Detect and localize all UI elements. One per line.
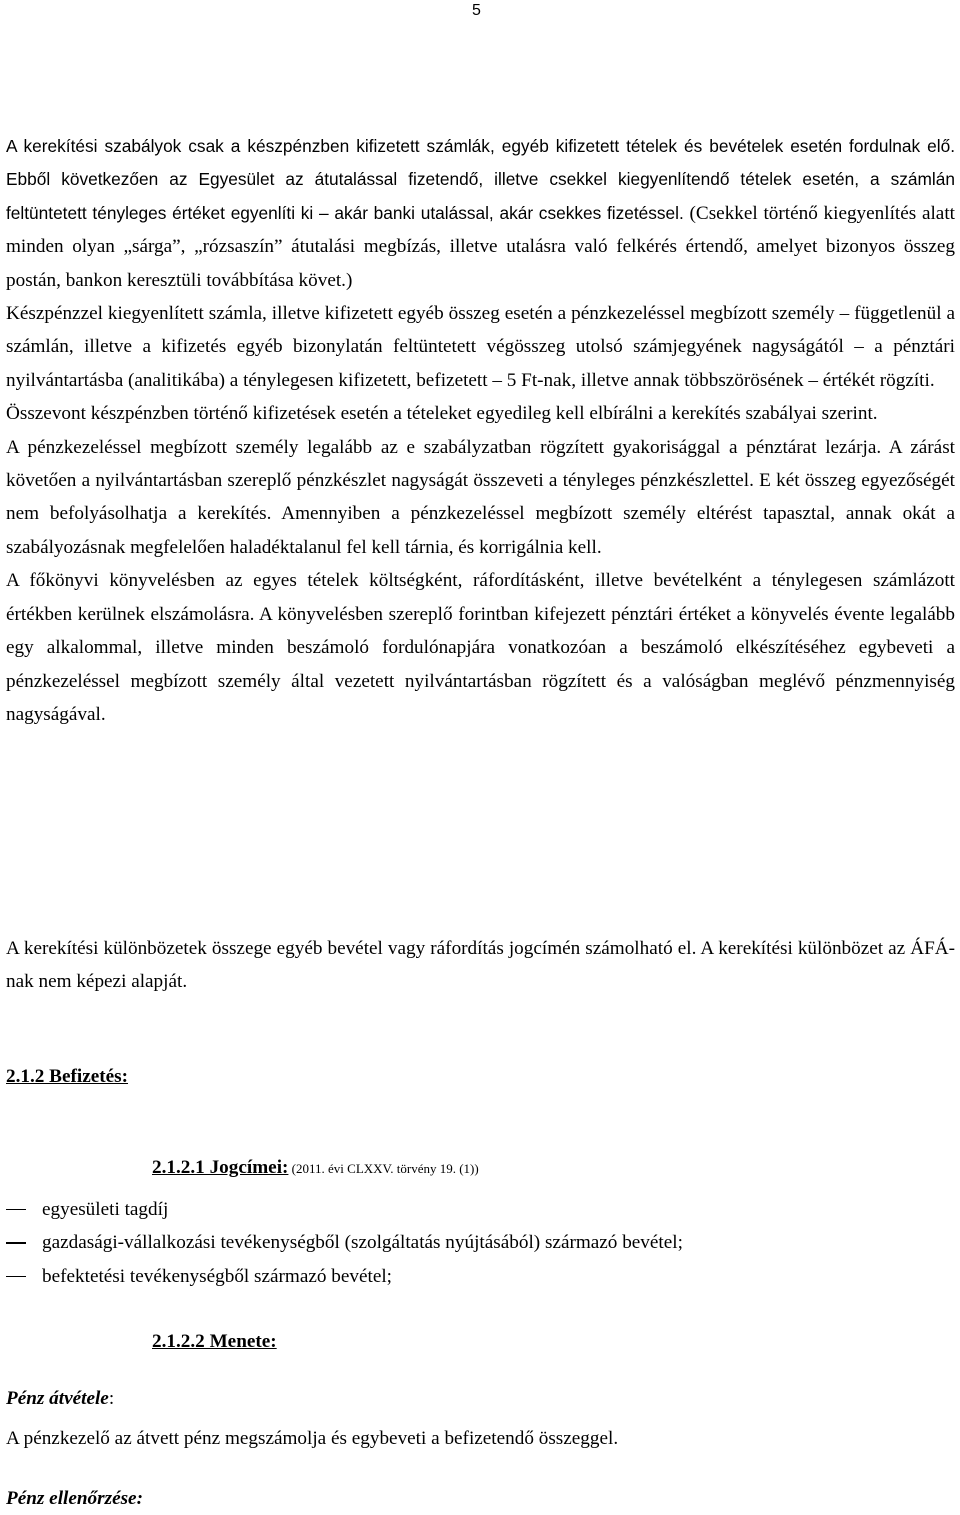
paragraph-rounding-difference: A kerekítési különbözetek összege egyéb bevétel vagy ráfordítás jogcímén számolható el. A kerekítési különbözet az ÁFÁ-nak nem képezi alapját.	[6, 938, 955, 993]
heading-jogcimei-label: 2.1.2.1 Jogcímei:	[152, 1157, 289, 1178]
paragraph-penz-atvetele: A pénzkezelő az átvett pénz megszámolja és egybeveti a befizetendő összeggel.	[6, 1428, 619, 1449]
label-penz-atvetele-text: Pénz átvétele	[6, 1388, 109, 1409]
paragraph-general-ledger: A főkönyvi könyvelésben az egyes tételek költségként, ráfordításként, illetve bevételként a ténylegesen számlázott értékben kerülnek elszámolásra. A könyvelésben szereplő forintban kifejezett pénztári értéket a könyvelés évente legalább egy alkalommal, illetve minden beszámoló fordulónapjára vonatkozóan a beszámoló elkészítéséhez egybeveti a pénzkezeléssel megbízott személy által vezetett nyilvántartásban rögzített és a valóságban meglévő pénzmennyiség nagyságával.	[6, 570, 955, 725]
label-penz-atvetele-colon: :	[108, 1388, 115, 1409]
label-penz-ellenorzese-text: Pénz ellenőrzése:	[6, 1488, 143, 1509]
paragraph-rounding-scope-sans: A kerekítési szabályok csak a készpénzben kifizetett számlák, egyéb kifizetett tételek és bevételek esetén fordulnak elő. Ebből következően az Egyesület az átutalással fizetendő, illetve csekkel kiegyenlítendő tételek esetén, a számlán feltüntetett tényleges értéket egyenlíti ki – akár banki utalással, akár csekkes fizetéssel.	[6, 136, 955, 223]
dash-bullet-icon	[6, 1193, 42, 1226]
heading-befizetes: 2.1.2 Befizetés:	[6, 1066, 129, 1087]
list-item	[6, 1193, 683, 1226]
heading-jogcimei	[152, 1151, 479, 1185]
paragraph-cash-closing: A pénzkezeléssel megbízott személy legalább az e szabályzatban rögzített gyakorisággal a pénztárat lezárja. A zárást követően a nyilvántartásban szereplő pénzkészlet nagyságát összeveti a tényleges pénzkészlettel. E két összeg egyezőségét nem befolyásolhatja a kerekítés. Amennyiben a pénzkezeléssel megbízott személy eltérést tapasztal, annak okát a szabályozásnak megfelelően haladéktalanul fel kell tárnia, és korrigálnia kell.	[6, 436, 955, 558]
paragraph-cash-settlement: Készpénzzel kiegyenlített számla, illetve kifizetett egyéb összeg esetén a pénzkezeléssel megbízott személy – függetlenül a számlán, illetve a kifizetés egyéb bizonylatán feltüntetett végösszeg utolsó számjegyének nagyságától – a pénztári nyilvántartásba (analitikába) a ténylegesen kifizetett, befizetett – 5 Ft-nak, illetve annak többszörösének – értékét rögzíti.	[6, 303, 955, 391]
heading-menete: 2.1.2.2 Menete:	[152, 1331, 277, 1352]
dash-bullet-icon	[6, 1226, 42, 1259]
page-number: 5	[472, 2, 481, 19]
label-penz-atvetele	[6, 1382, 114, 1415]
jogcimei-list	[6, 1193, 683, 1293]
list-item-text: egyesületi tagdíj	[42, 1199, 169, 1220]
label-penz-ellenorzese	[6, 1482, 143, 1515]
list-item-text: befektetési tevékenységből származó bevétel;	[42, 1265, 393, 1287]
list-item	[6, 1226, 683, 1259]
list-item	[6, 1260, 683, 1293]
rounding-rules-text	[6, 130, 955, 731]
heading-jogcimei-reference: (2011. évi CLXXV. törvény 19. (1))	[288, 1161, 479, 1176]
list-item-text: gazdasági-vállalkozási tevékenységből (szolgáltatás nyújtásából) származó bevétel;	[42, 1232, 683, 1254]
rounding-difference-text	[6, 932, 955, 999]
paragraph-cheque-note: (Csekkel történő kiegyenlítés alatt minden olyan „sárga”, „rózsaszín” átutalási megbízás, illetve utalásra való felkérés értendő, amelyet bizonyos összeg postán, bankon keresztüli továbbítása követ.)	[6, 202, 955, 291]
paragraph-aggregated-payments: Összevont készpénzben történő kifizetések esetén a tételeket egyedileg kell elbírálni a kerekítés szabályai szerint.	[6, 403, 878, 425]
paragraph-rounding-scope	[6, 130, 955, 297]
dash-bullet-icon	[6, 1260, 42, 1293]
